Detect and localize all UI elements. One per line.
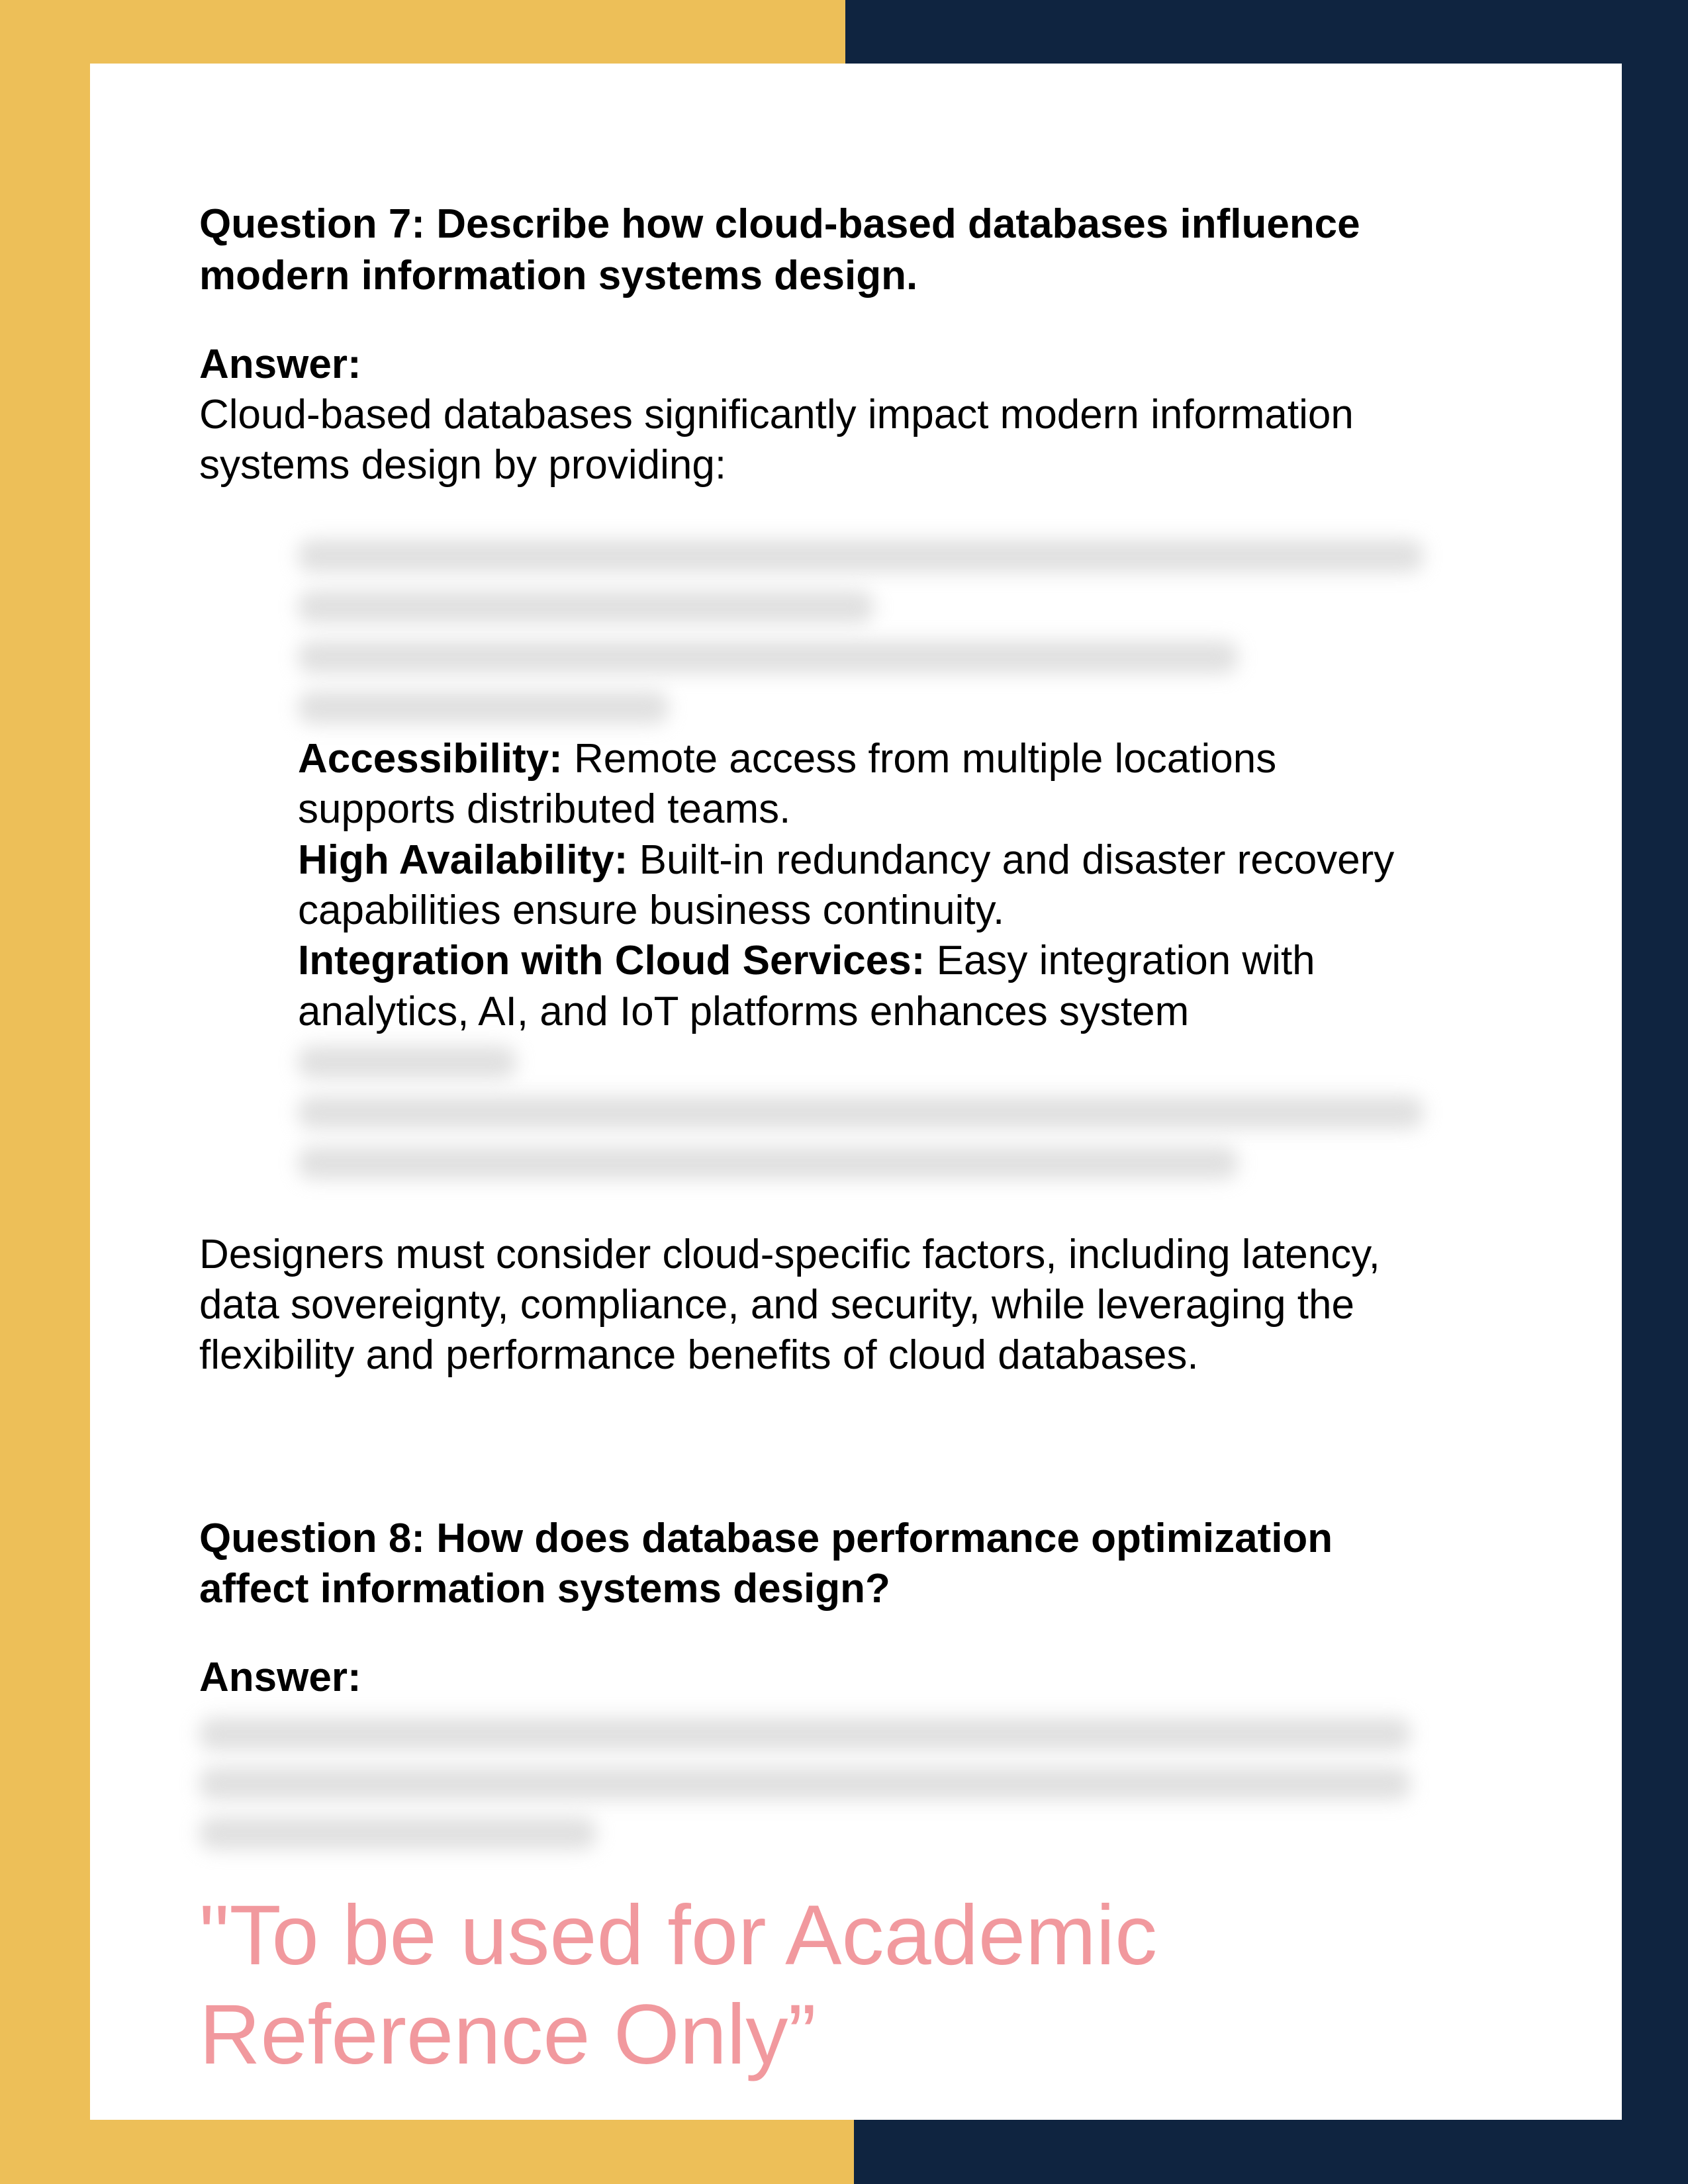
blurred-content — [298, 1046, 516, 1079]
question-7-title-line1: Question 7: Describe how cloud-based databases influence — [199, 201, 1360, 247]
question-7-answer-label: Answer: — [199, 341, 361, 387]
blurred-content — [298, 590, 874, 623]
question-7-intro-line2: systems design by providing: — [199, 442, 727, 488]
blurred-content — [199, 1817, 596, 1850]
list-item-accessibility — [298, 733, 1276, 784]
blurred-content — [199, 1717, 1411, 1751]
question-7-conclusion-line3: flexibility and performance benefits of cloud databases. — [199, 1332, 1199, 1378]
question-7-intro-line1: Cloud-based databases significantly impact modern information — [199, 392, 1354, 437]
watermark: "To be used for Academic Reference Only” — [199, 1888, 1158, 2082]
background-yellow-bottom — [0, 2120, 854, 2184]
blurred-content — [298, 539, 1423, 572]
list-item-high-availability-cont: capabilities ensure business continuity. — [298, 887, 1005, 933]
list-item-text: Easy integration with — [925, 938, 1315, 983]
question-7-title-line2: modern information systems design. — [199, 253, 918, 298]
background-navy-block — [845, 0, 1688, 66]
list-item-label: Integration with Cloud Services: — [298, 938, 925, 983]
blurred-content — [298, 1146, 1238, 1179]
blurred-content — [199, 1767, 1411, 1800]
list-item-integration — [298, 935, 1315, 986]
list-item-integration-cont: analytics, AI, and IoT platforms enhances system — [298, 989, 1190, 1034]
list-item-accessibility-cont: supports distributed teams. — [298, 786, 791, 832]
list-item-label: High Availability: — [298, 837, 628, 883]
background-navy-bottom — [854, 2120, 1688, 2184]
question-8-answer-label: Answer: — [199, 1655, 361, 1700]
background-navy-strip — [1622, 0, 1688, 2184]
blurred-content — [298, 1096, 1423, 1129]
list-item-high-availability — [298, 835, 1394, 886]
question-7-conclusion-line1: Designers must consider cloud-specific factors, including latency, — [199, 1232, 1380, 1277]
question-8-title-line1: Question 8: How does database performance optimization — [199, 1516, 1333, 1561]
background-yellow-block — [0, 0, 845, 66]
blurred-content — [298, 691, 669, 724]
background-yellow-strip — [0, 0, 90, 2184]
question-8-title-line2: affect information systems design? — [199, 1566, 890, 1612]
list-item-text: Built-in redundancy and disaster recovery — [628, 837, 1395, 883]
list-item-label: Accessibility: — [298, 736, 563, 782]
list-item-text: Remote access from multiple locations — [562, 736, 1277, 782]
question-7-conclusion-line2: data sovereignty, compliance, and security, while leveraging the — [199, 1282, 1354, 1328]
blurred-content — [298, 641, 1238, 674]
